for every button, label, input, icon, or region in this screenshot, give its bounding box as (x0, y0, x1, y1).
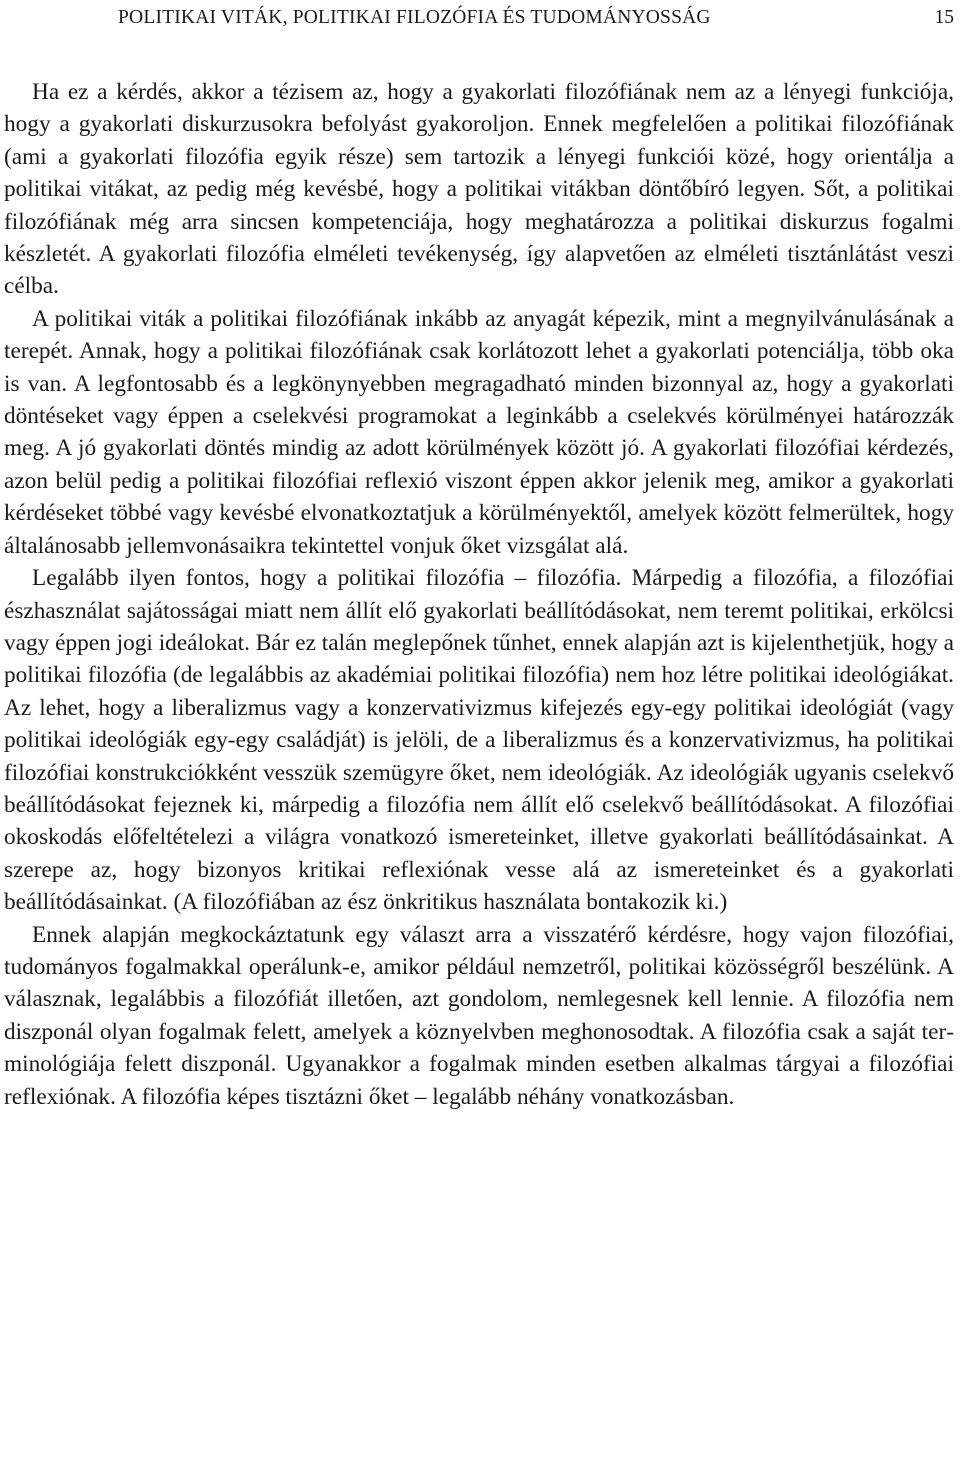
running-title: POLITIKAI VITÁK, POLITIKAI FILOZÓFIA ÉS TUDOMÁNYOSSÁG (118, 7, 711, 28)
body-text (4, 76, 954, 1113)
running-header (0, 4, 960, 32)
paragraph: Legalább ilyen fontos, hogy a politikai filozófia – filozófia. Márpedig a filozófia, a filozófiai észhasználat sajátosságai miatt nem állít elő gyakorlati beállítódásokat, nem teremt politikai, erkölcsi vagy éppen jogi ideálokat. Bár ez talán meglepőnek tűnhet, ennek alapján azt is kijelenthetjük, hogy a politikai filozófia (de legalábbis az akadémiai politikai filozófia) nem hoz létre politikai ideológiákat. Az lehet, hogy a liberalizmus vagy a konzervativizmus kifejezés egy-egy politikai ideológiát (vagy politikai ideológiák egy-egy családját) is jelöli, de a liberalizmus és a konzervativizmus, ha politikai filozófiai konstrukciókként vesszük szemügyre őket, nem ideológiák. Az ideológiák ugyanis cselekvő beállítódásokat fejeznek ki, márpedig a filozófia nem állít elő cselekvő beállítódásokat. A filozófiai okoskodás előfeltételezi a világra vonatkozó ismereteinket, illetve gyakorlati beállítódásainkat. A szerepe az, hogy bizonyos kritikai reflexiónak vesse alá az ismereteinket és a gyakorlati beállítódásainkat. (A filozófiában az ész önkritikus használata bontakozik ki.) (4, 565, 954, 916)
paragraph: Ennek alapján megkockáztatunk egy választ arra a visszatérő kérdésre, hogy vajon filozófiai, tudományos fogalmakkal operálunk-e, amikor például nemzetről, politikai közösségről beszélünk. A válasznak, legalábbis a filozófiát illetően, azt gondolom, nemlegesnek kell lennie. A filozófia nem diszponál olyan fogalmak felett, amelyek a köznyelvben meghonosodtak. A filozófia csak a saját terminológiája felett diszponál. Ugyanakkor a fogalmak minden esetben alkalmas tárgyai a filozófiai reflexiónak. A filozófia képes tisztázni őket – legalább néhány vonatkozásban. (4, 921, 954, 1110)
page-number: 15 (934, 7, 954, 28)
paragraph: A politikai viták a politikai filozófiának inkább az anyagát képezik, mint a megnyilvánulásának a terepét. Annak, hogy a politikai filozófiának csak korlátozott lehet a gyakorlati potenciálja, több oka is van. A legfontosabb és a legkönynyebben megragadható minden bizonnyal az, hogy a gyakorlati döntéseket vagy éppen a cselekvési programokat a leginkább a cselekvés körülményei határozzák meg. A jó gyakorlati döntés mindig az adott körülmények között jó. A gyakorlati filozófiai kérdezés, azon belül pedig a politikai filozófiai reflexió viszont éppen akkor jelenik meg, amikor a gyakorlati kérdéseket többé vagy kevésbé elvonatkoztatjuk a körülményektől, amelyek között felmerültek, hogy általánosabb jellemvonásaikra tekintettel vonjuk őket vizsgálat alá. (4, 305, 954, 559)
paragraph: Ha ez a kérdés, akkor a tézisem az, hogy a gyakorlati filozófiának nem az a lényegi funkciója, hogy a gyakorlati diskurzusokra befolyást gyakoroljon. Ennek megfelelően a politikai filozófiának (ami a gyakorlati filozófia egyik része) sem tartozik a lényegi funkciói közé, hogy orientálja a politikai vitákat, az pedig még kevésbé, hogy a politikai vitákban döntőbíró legyen. Sőt, a politikai filozófiának még arra sincsen kompetenciája, hogy meghatározza a politikai diskurzus fogalmi készletét. A gyakorlati filozófia elméleti tevékenység, így alapvetően az elméleti tisztánlátást veszi célba. (4, 79, 954, 300)
